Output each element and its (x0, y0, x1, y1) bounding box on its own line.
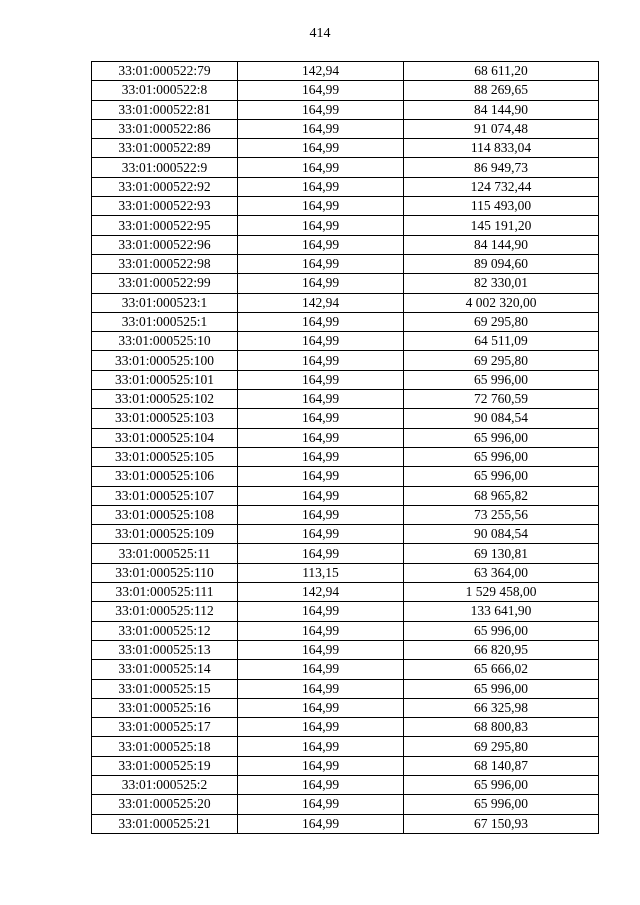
table-row (92, 775, 599, 794)
rate-cell: 164,99 (238, 254, 404, 273)
cadastral-value-cell: 91 074,48 (404, 119, 599, 138)
cadastral-value-cell: 88 269,65 (404, 81, 599, 100)
rate-cell: 164,99 (238, 409, 404, 428)
table-row (92, 100, 599, 119)
cadastral-number-cell: 33:01:000522:98 (92, 254, 238, 273)
rate-cell: 164,99 (238, 370, 404, 389)
rate-cell: 164,99 (238, 621, 404, 640)
rate-cell: 164,99 (238, 447, 404, 466)
cadastral-number-cell: 33:01:000525:14 (92, 660, 238, 679)
table-row (92, 81, 599, 100)
rate-cell: 164,99 (238, 756, 404, 775)
cadastral-number-cell: 33:01:000525:100 (92, 351, 238, 370)
cadastral-value-cell: 65 996,00 (404, 428, 599, 447)
table-row (92, 602, 599, 621)
cadastral-value-cell: 90 084,54 (404, 409, 599, 428)
rate-cell: 142,94 (238, 583, 404, 602)
table-row (92, 621, 599, 640)
rate-cell: 164,99 (238, 525, 404, 544)
table-row (92, 814, 599, 833)
cadastral-value-cell: 89 094,60 (404, 254, 599, 273)
cadastral-number-cell: 33:01:000525:2 (92, 775, 238, 794)
rate-cell: 164,99 (238, 216, 404, 235)
cadastral-number-cell: 33:01:000525:10 (92, 332, 238, 351)
cadastral-number-cell: 33:01:000522:93 (92, 197, 238, 216)
cadastral-number-cell: 33:01:000525:107 (92, 486, 238, 505)
rate-cell: 164,99 (238, 332, 404, 351)
cadastral-value-cell: 69 295,80 (404, 737, 599, 756)
cadastral-value-cell: 69 295,80 (404, 312, 599, 331)
cadastral-value-cell: 73 255,56 (404, 505, 599, 524)
table-row (92, 139, 599, 158)
cadastral-number-cell: 33:01:000525:11 (92, 544, 238, 563)
rate-cell: 164,99 (238, 351, 404, 370)
cadastral-value-cell: 133 641,90 (404, 602, 599, 621)
cadastral-number-cell: 33:01:000525:104 (92, 428, 238, 447)
cadastral-number-cell: 33:01:000525:16 (92, 698, 238, 717)
cadastral-value-cell: 82 330,01 (404, 274, 599, 293)
cadastral-value-cell: 68 611,20 (404, 62, 599, 81)
cadastral-number-cell: 33:01:000525:19 (92, 756, 238, 775)
table-row (92, 197, 599, 216)
rate-cell: 164,99 (238, 775, 404, 794)
table-row (92, 505, 599, 524)
cadastral-value-table (91, 61, 599, 834)
rate-cell: 164,99 (238, 81, 404, 100)
table-row (92, 718, 599, 737)
rate-cell: 164,99 (238, 100, 404, 119)
cadastral-number-cell: 33:01:000522:99 (92, 274, 238, 293)
cadastral-number-cell: 33:01:000522:9 (92, 158, 238, 177)
table-row (92, 312, 599, 331)
table-row (92, 351, 599, 370)
cadastral-number-cell: 33:01:000525:20 (92, 795, 238, 814)
cadastral-value-cell: 68 800,83 (404, 718, 599, 737)
cadastral-value-cell: 124 732,44 (404, 177, 599, 196)
rate-cell: 164,99 (238, 505, 404, 524)
table-row (92, 177, 599, 196)
rate-cell: 164,99 (238, 486, 404, 505)
table-row (92, 447, 599, 466)
cadastral-value-cell: 69 130,81 (404, 544, 599, 563)
cadastral-number-cell: 33:01:000522:92 (92, 177, 238, 196)
cadastral-value-cell: 65 996,00 (404, 447, 599, 466)
table-row (92, 254, 599, 273)
cadastral-number-cell: 33:01:000525:108 (92, 505, 238, 524)
cadastral-value-cell: 84 144,90 (404, 235, 599, 254)
rate-cell: 164,99 (238, 177, 404, 196)
table-row (92, 660, 599, 679)
cadastral-value-cell: 68 140,87 (404, 756, 599, 775)
table-row (92, 737, 599, 756)
rate-cell: 164,99 (238, 158, 404, 177)
table-row (92, 525, 599, 544)
cadastral-value-cell: 67 150,93 (404, 814, 599, 833)
cadastral-number-cell: 33:01:000522:81 (92, 100, 238, 119)
rate-cell: 164,99 (238, 235, 404, 254)
rate-cell: 164,99 (238, 640, 404, 659)
rate-cell: 164,99 (238, 544, 404, 563)
table-row (92, 679, 599, 698)
cadastral-number-cell: 33:01:000522:79 (92, 62, 238, 81)
cadastral-number-cell: 33:01:000525:112 (92, 602, 238, 621)
table-row (92, 119, 599, 138)
rate-cell: 164,99 (238, 312, 404, 331)
rate-cell: 113,15 (238, 563, 404, 582)
cadastral-number-cell: 33:01:000525:21 (92, 814, 238, 833)
page-number: 414 (309, 26, 331, 41)
table-row (92, 235, 599, 254)
cadastral-number-cell: 33:01:000522:86 (92, 119, 238, 138)
cadastral-value-cell: 64 511,09 (404, 332, 599, 351)
cadastral-value-cell: 65 996,00 (404, 679, 599, 698)
cadastral-number-cell: 33:01:000522:89 (92, 139, 238, 158)
rate-cell: 164,99 (238, 467, 404, 486)
table-row (92, 795, 599, 814)
table-row (92, 274, 599, 293)
cadastral-number-cell: 33:01:000525:111 (92, 583, 238, 602)
cadastral-number-cell: 33:01:000525:17 (92, 718, 238, 737)
table-row (92, 216, 599, 235)
cadastral-number-cell: 33:01:000525:13 (92, 640, 238, 659)
cadastral-number-cell: 33:01:000525:103 (92, 409, 238, 428)
cadastral-value-cell: 69 295,80 (404, 351, 599, 370)
cadastral-value-cell: 86 949,73 (404, 158, 599, 177)
cadastral-value-cell: 84 144,90 (404, 100, 599, 119)
cadastral-number-cell: 33:01:000525:18 (92, 737, 238, 756)
rate-cell: 164,99 (238, 814, 404, 833)
table-row (92, 640, 599, 659)
cadastral-number-cell: 33:01:000522:95 (92, 216, 238, 235)
rate-cell: 164,99 (238, 428, 404, 447)
cadastral-number-cell: 33:01:000525:12 (92, 621, 238, 640)
cadastral-number-cell: 33:01:000523:1 (92, 293, 238, 312)
cadastral-value-cell: 90 084,54 (404, 525, 599, 544)
rate-cell: 142,94 (238, 62, 404, 81)
cadastral-value-cell: 65 996,00 (404, 370, 599, 389)
table-row (92, 583, 599, 602)
rate-cell: 164,99 (238, 698, 404, 717)
table-row (92, 544, 599, 563)
rate-cell: 164,99 (238, 737, 404, 756)
cadastral-value-cell: 65 996,00 (404, 621, 599, 640)
cadastral-value-cell: 4 002 320,00 (404, 293, 599, 312)
cadastral-value-cell: 66 820,95 (404, 640, 599, 659)
table-row (92, 62, 599, 81)
table-row (92, 486, 599, 505)
rate-cell: 164,99 (238, 795, 404, 814)
cadastral-number-cell: 33:01:000525:106 (92, 467, 238, 486)
cadastral-number-cell: 33:01:000522:96 (92, 235, 238, 254)
table-row (92, 563, 599, 582)
rate-cell: 164,99 (238, 119, 404, 138)
cadastral-number-cell: 33:01:000525:110 (92, 563, 238, 582)
cadastral-value-cell: 115 493,00 (404, 197, 599, 216)
cadastral-value-cell: 72 760,59 (404, 390, 599, 409)
cadastral-value-cell: 65 666,02 (404, 660, 599, 679)
cadastral-value-cell: 65 996,00 (404, 775, 599, 794)
table-row (92, 756, 599, 775)
rate-cell: 164,99 (238, 274, 404, 293)
rate-cell: 164,99 (238, 139, 404, 158)
table-row (92, 158, 599, 177)
cadastral-number-cell: 33:01:000525:1 (92, 312, 238, 331)
table-row (92, 293, 599, 312)
table-row (92, 467, 599, 486)
cadastral-number-cell: 33:01:000522:8 (92, 81, 238, 100)
rate-cell: 164,99 (238, 718, 404, 737)
rate-cell: 164,99 (238, 602, 404, 621)
cadastral-value-cell: 145 191,20 (404, 216, 599, 235)
cadastral-value-cell: 66 325,98 (404, 698, 599, 717)
rate-cell: 164,99 (238, 390, 404, 409)
table-body (92, 62, 599, 834)
cadastral-value-cell: 68 965,82 (404, 486, 599, 505)
cadastral-number-cell: 33:01:000525:105 (92, 447, 238, 466)
rate-cell: 164,99 (238, 679, 404, 698)
table-row (92, 370, 599, 389)
cadastral-number-cell: 33:01:000525:15 (92, 679, 238, 698)
rate-cell: 164,99 (238, 660, 404, 679)
cadastral-number-cell: 33:01:000525:102 (92, 390, 238, 409)
cadastral-value-cell: 65 996,00 (404, 467, 599, 486)
cadastral-value-cell: 63 364,00 (404, 563, 599, 582)
cadastral-value-cell: 65 996,00 (404, 795, 599, 814)
cadastral-number-cell: 33:01:000525:109 (92, 525, 238, 544)
table-row (92, 390, 599, 409)
table-row (92, 409, 599, 428)
cadastral-value-cell: 114 833,04 (404, 139, 599, 158)
table-row (92, 428, 599, 447)
rate-cell: 164,99 (238, 197, 404, 216)
cadastral-number-cell: 33:01:000525:101 (92, 370, 238, 389)
table-row (92, 332, 599, 351)
table-row (92, 698, 599, 717)
cadastral-value-cell: 1 529 458,00 (404, 583, 599, 602)
rate-cell: 142,94 (238, 293, 404, 312)
